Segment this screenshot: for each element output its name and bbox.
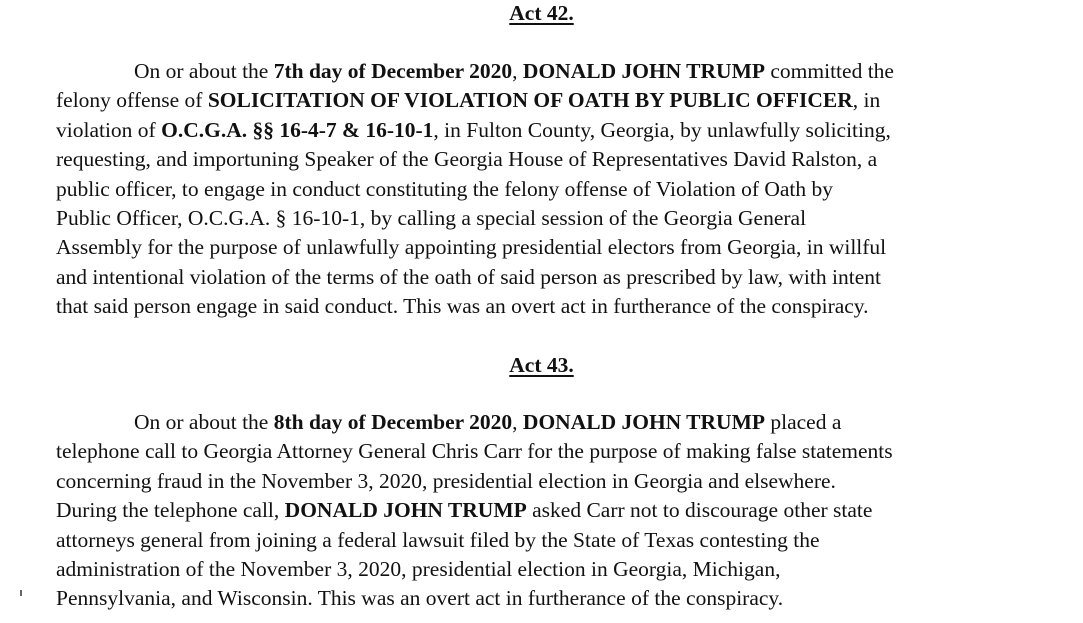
text-run: On or about the — [134, 410, 274, 434]
text-run: During the telephone call, — [56, 498, 285, 523]
act-42-line-8: and intentional violation of the terms of the oath of said person as prescribed by law, with intent — [56, 264, 881, 289]
act-43-heading-text: Act 43. — [509, 353, 574, 377]
defendant-name: DONALD JOHN TRUMP — [284, 498, 527, 523]
text-run: committed the — [765, 59, 894, 83]
act-42-line-9: that said person engage in said conduct. This was an overt act in furtherance of the conspiracy. — [56, 294, 869, 319]
act-42-paragraph — [56, 57, 1066, 322]
text-run: , — [512, 410, 523, 434]
act-43-line-7: Pennsylvania, and Wisconsin. This was an overt act in furtherance of the conspiracy. — [56, 586, 784, 611]
act-42-line-1 — [56, 57, 1066, 86]
offense-name: SOLICITATION OF VIOLATION OF OATH BY PUBLIC OFFICER — [207, 88, 853, 113]
act-42-line-6: Public Officer, O.C.G.A. § 16-10-1, by calling a special session of the Georgia General — [56, 206, 807, 231]
text-run: , in — [852, 88, 881, 113]
act-43-paragraph — [56, 408, 1066, 614]
date-bold: 7th day of December 2020 — [273, 59, 513, 83]
text-run: asked Carr not to discourage other state — [526, 498, 873, 523]
scan-speck — [20, 590, 22, 596]
act-42-heading-text: Act 42. — [509, 1, 574, 25]
act-43-line-1 — [56, 408, 1066, 437]
defendant-name: DONALD JOHN TRUMP — [522, 410, 765, 434]
defendant-name: DONALD JOHN TRUMP — [522, 59, 765, 83]
text-run: , in Fulton County, Georgia, by unlawfully soliciting, — [433, 117, 891, 142]
act-42-heading — [0, 0, 1083, 26]
act-42-line-7: Assembly for the purpose of unlawfully appointing presidential electors from Georgia, in willful — [56, 235, 887, 260]
act-43-heading — [0, 352, 1083, 378]
act-43-line-5: attorneys general from joining a federal lawsuit filed by the State of Texas contesting the — [56, 527, 820, 552]
act-43-line-3: concerning fraud in the November 3, 2020, presidential election in Georgia and elsewhere. — [56, 468, 836, 493]
act-42-line-5: public officer, to engage in conduct constituting the felony offense of Violation of Oath by — [56, 176, 834, 201]
statute-citation: O.C.G.A. §§ 16-4-7 & 16-10-1 — [161, 117, 434, 142]
act-42-line-3 — [56, 116, 1066, 145]
act-43-line-4 — [56, 496, 1066, 525]
text-run: violation of — [56, 117, 162, 142]
text-run: On or about the — [134, 59, 274, 83]
text-run: placed a — [765, 410, 842, 434]
text-run: felony offense of — [56, 88, 208, 113]
text-run: , — [512, 59, 523, 83]
act-43-line-6: administration of the November 3, 2020, presidential election in Georgia, Michigan, — [56, 557, 781, 582]
date-bold: 8th day of December 2020 — [273, 410, 513, 434]
act-43-line-2: telephone call to Georgia Attorney General Chris Carr for the purpose of making false statements — [56, 439, 893, 464]
act-42-line-4: requesting, and importuning Speaker of the Georgia House of Representatives David Ralston, a — [56, 147, 878, 172]
act-42-line-2 — [56, 86, 1066, 115]
